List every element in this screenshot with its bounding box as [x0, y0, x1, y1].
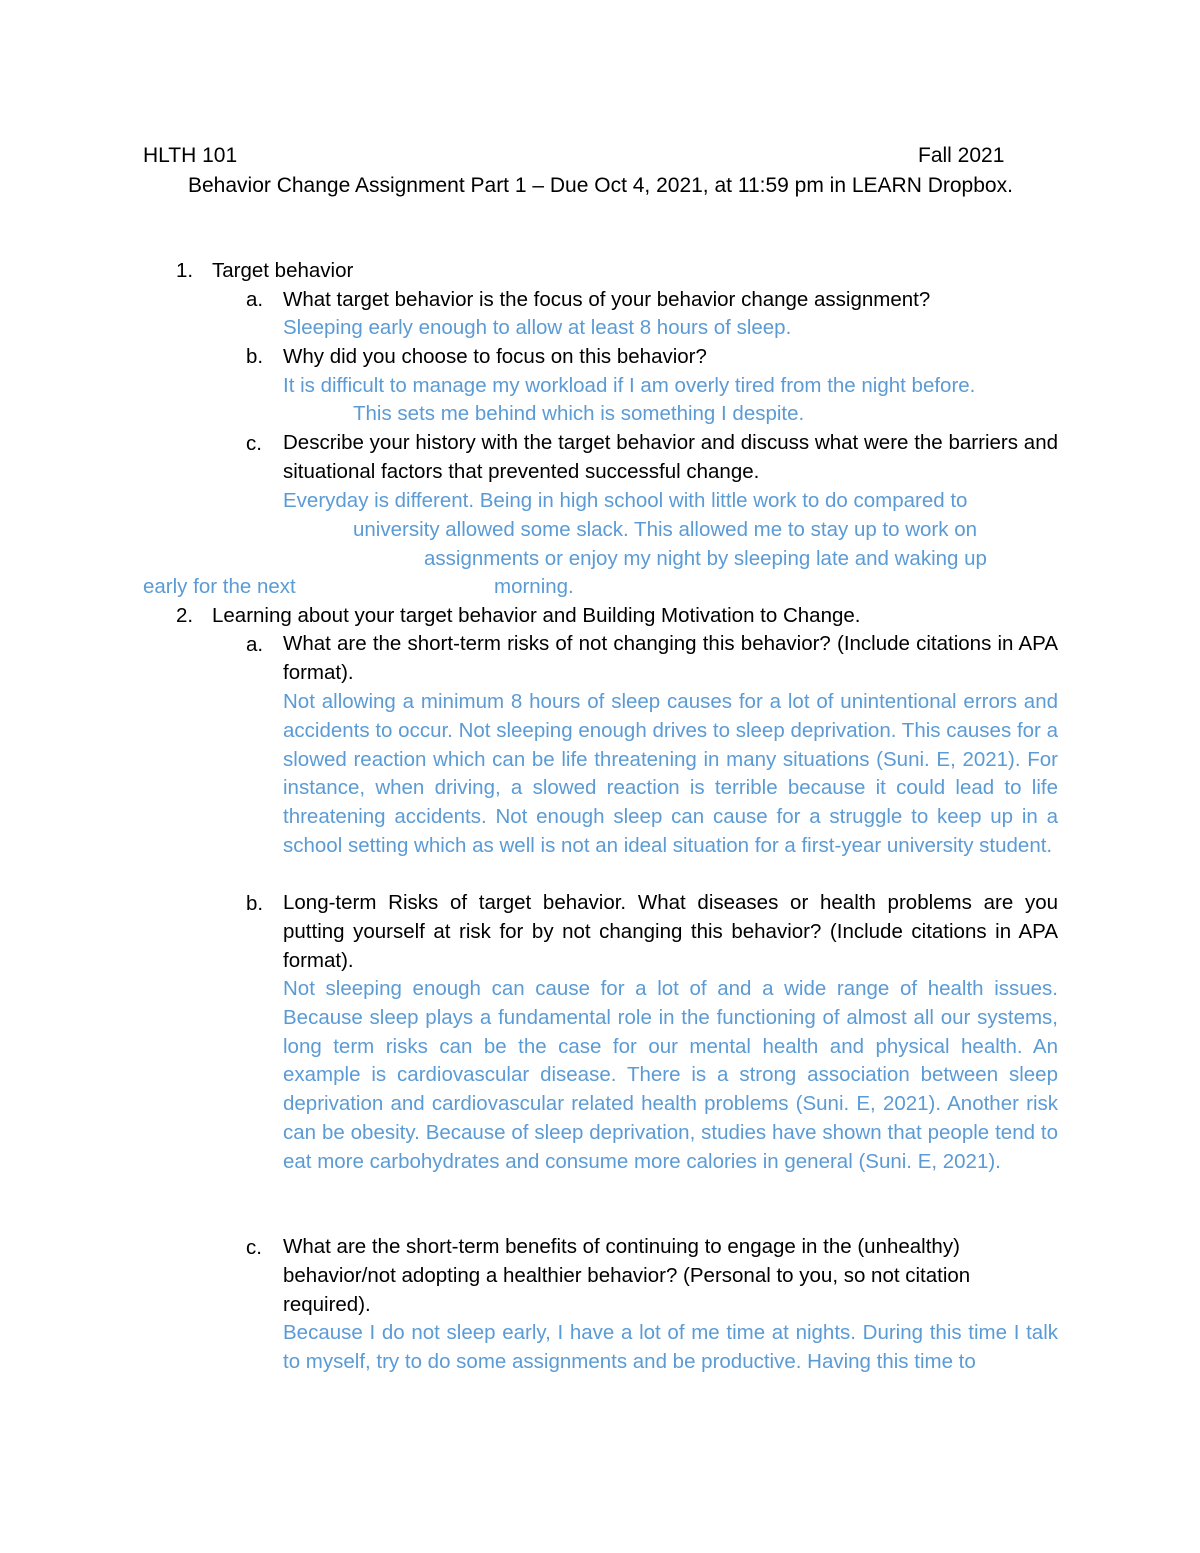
course-code: HLTH 101: [143, 144, 238, 167]
answer-2a: Not allowing a minimum 8 hours of sleep causes for a lot of unintentional errors and accidents to occur. Not sleeping enough drives to sleep deprivation. This causes for a slowed reaction which can be life threatening in many situations (Suni. E, 2021). For instance, when driving, a slowed reaction is terrible because it could lead to life threatening accidents. Not enough sleep can cause for a struggle to keep up in a school setting which as well is not an ideal situation for a first-year university student.: [283, 690, 1058, 857]
answer-1b-line-1: It is difficult to manage my workload if I am overly tired from the night before.: [283, 374, 976, 397]
term: Fall 2021: [918, 144, 1005, 167]
question-2a-label: a.: [246, 633, 264, 656]
question-2c: What are the short-term benefits of continuing to engage in the (unhealthy) behavior/not adopting a healthier behavior? (Personal to you, so not citation required).: [283, 1235, 971, 1316]
section-1-heading: Target behavior: [212, 259, 354, 282]
answer-1b-line-2: This sets me behind which is something I despite.: [353, 402, 805, 425]
answer-1c-line-4a: early for the next: [143, 575, 296, 598]
answer-1c-line-4b: morning.: [494, 575, 574, 598]
question-1b-label: b.: [246, 345, 264, 368]
section-2-heading: Learning about your target behavior and Building Motivation to Change.: [212, 604, 861, 627]
question-2b: Long-term Risks of target behavior. What diseases or health problems are you putting yourself at risk for by not changing this behavior? (Include citations in APA format).: [283, 891, 1058, 972]
answer-1c-line-3: assignments or enjoy my night by sleeping late and waking up: [424, 547, 987, 570]
answer-2b: Not sleeping enough can cause for a lot of and a wide range of health issues. Because sleep plays a fundamental role in the functioning of almost all our systems, long term risks can be the case for our mental health and physical health. An example is cardiovascular disease. There is a strong association between sleep deprivation and cardiovascular related health problems (Suni. E, 2021). Another risk can be obesity. Because of sleep deprivation, studies have shown that people tend to eat more carbohydrates and consume more calories in general (Suni. E, 2021).: [283, 977, 1058, 1173]
section-2-number: 2.: [176, 604, 194, 627]
answer-1a: Sleeping early enough to allow at least 8 hours of sleep.: [283, 316, 792, 339]
question-1b: Why did you choose to focus on this behavior?: [283, 345, 707, 368]
question-2b-label: b.: [246, 892, 264, 915]
answer-1c-line-1: Everyday is different. Being in high school with little work to do compared to: [283, 489, 968, 512]
assignment-title: Behavior Change Assignment Part 1 – Due Oct 4, 2021, at 11:59 pm in LEARN Dropbox.: [188, 174, 1013, 197]
question-2c-label: c.: [246, 1236, 262, 1259]
question-1c-label: c.: [246, 432, 262, 455]
question-2a: What are the short-term risks of not changing this behavior? (Include citations in APA format).: [283, 632, 1058, 684]
answer-1c-line-2: university allowed some slack. This allowed me to stay up to work on: [353, 518, 978, 541]
question-1a: What target behavior is the focus of your behavior change assignment?: [283, 288, 931, 311]
answer-2c: Because I do not sleep early, I have a lot of me time at nights. During this time I talk to myself, try to do some assignments and be productive. Having this time to: [283, 1321, 1058, 1373]
section-1-number: 1.: [176, 259, 194, 282]
question-1a-label: a.: [246, 288, 264, 311]
question-1c: Describe your history with the target behavior and discuss what were the barriers and situational factors that prevented successful change.: [283, 431, 1058, 483]
